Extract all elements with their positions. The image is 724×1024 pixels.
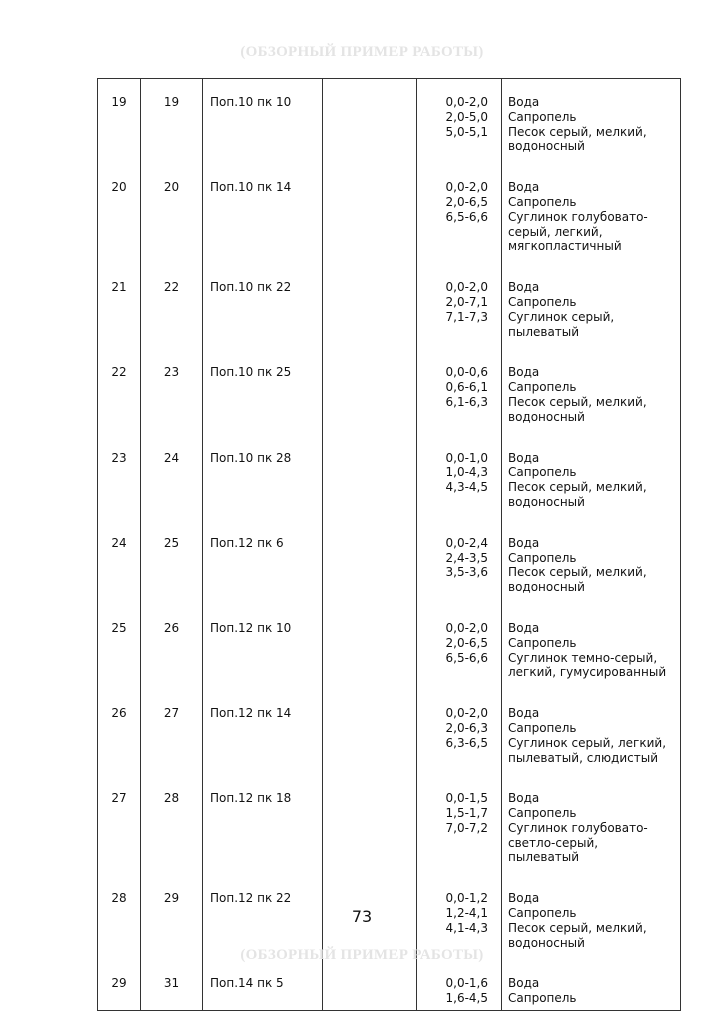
table-row — [98, 775, 681, 875]
page-number: 73 — [351, 907, 373, 926]
soil-description-cell: Вода Сапропель Песок серый, мелкий, водоносный — [502, 520, 681, 605]
soil-description-cell: Вода Сапропель Суглинок серый, легкий, пылеватый, слюдистый — [502, 690, 681, 775]
borehole-table — [97, 78, 681, 1011]
sample-number-cell: 19 — [141, 79, 203, 165]
sample-number-cell: 20 — [141, 164, 203, 264]
soil-description-cell: Вода Сапропель Суглинок серый, пылеватый — [502, 264, 681, 349]
point-cell: Поп.12 пк 6 — [203, 520, 323, 605]
empty-cell — [323, 520, 417, 605]
soil-description-cell: Вода Сапропель — [502, 960, 681, 1010]
soil-description-cell: Вода Сапропель Песок серый, мелкий, водоносный — [502, 349, 681, 434]
watermark-bottom: (ОБЗОРНЫЙ ПРИМЕР РАБОТЫ) — [240, 947, 484, 963]
depth-interval-cell: 0,0-1,2 1,2-4,1 4,1-4,3 — [417, 875, 502, 960]
table-row — [98, 264, 681, 349]
table-row — [98, 605, 681, 690]
row-number-cell: 25 — [98, 605, 141, 690]
row-number-cell: 28 — [98, 875, 141, 960]
sample-number-cell: 28 — [141, 775, 203, 875]
soil-description-cell: Вода Сапропель Песок серый, мелкий, водоносный — [502, 875, 681, 960]
row-number-cell: 20 — [98, 164, 141, 264]
point-cell: Поп.14 пк 5 — [203, 960, 323, 1010]
depth-interval-cell: 0,0-2,0 2,0-6,3 6,3-6,5 — [417, 690, 502, 775]
soil-description-cell: Вода Сапропель Суглинок темно-серый, легкий, гумусированный — [502, 605, 681, 690]
sample-number-cell: 22 — [141, 264, 203, 349]
depth-interval-cell: 0,0-2,0 2,0-6,5 6,5-6,6 — [417, 164, 502, 264]
sample-number-cell: 26 — [141, 605, 203, 690]
row-number-cell: 26 — [98, 690, 141, 775]
point-cell: Поп.10 пк 25 — [203, 349, 323, 434]
depth-interval-cell: 0,0-2,0 2,0-5,0 5,0-5,1 — [417, 79, 502, 165]
table-row — [98, 435, 681, 520]
sample-number-cell: 31 — [141, 960, 203, 1010]
row-number-cell: 23 — [98, 435, 141, 520]
depth-interval-cell: 0,0-1,0 1,0-4,3 4,3-4,5 — [417, 435, 502, 520]
sample-number-cell: 25 — [141, 520, 203, 605]
soil-description-cell: Вода Сапропель Суглинок голубовато- серый, легкий, мягкопластичный — [502, 164, 681, 264]
depth-interval-cell: 0,0-1,6 1,6-4,5 — [417, 960, 502, 1010]
point-cell: Поп.10 пк 22 — [203, 264, 323, 349]
depth-interval-cell: 0,0-2,0 2,0-7,1 7,1-7,3 — [417, 264, 502, 349]
empty-cell — [323, 349, 417, 434]
row-number-cell: 21 — [98, 264, 141, 349]
row-number-cell: 19 — [98, 79, 141, 165]
table-row — [98, 960, 681, 1010]
point-cell: Поп.10 пк 14 — [203, 164, 323, 264]
point-cell: Поп.10 пк 28 — [203, 435, 323, 520]
sample-number-cell: 29 — [141, 875, 203, 960]
table-row — [98, 164, 681, 264]
point-cell: Поп.12 пк 18 — [203, 775, 323, 875]
table-row — [98, 690, 681, 775]
empty-cell — [323, 164, 417, 264]
row-number-cell: 27 — [98, 775, 141, 875]
empty-cell — [323, 690, 417, 775]
sample-number-cell: 24 — [141, 435, 203, 520]
depth-interval-cell: 0,0-2,4 2,4-3,5 3,5-3,6 — [417, 520, 502, 605]
empty-cell — [323, 264, 417, 349]
sample-number-cell: 23 — [141, 349, 203, 434]
empty-cell — [323, 960, 417, 1010]
row-number-cell: 29 — [98, 960, 141, 1010]
soil-description-cell: Вода Сапропель Песок серый, мелкий, водоносный — [502, 435, 681, 520]
empty-cell — [323, 79, 417, 165]
row-number-cell: 22 — [98, 349, 141, 434]
point-cell: Поп.10 пк 10 — [203, 79, 323, 165]
watermark-top: (ОБЗОРНЫЙ ПРИМЕР РАБОТЫ) — [240, 44, 484, 60]
table-row — [98, 349, 681, 434]
table-row — [98, 520, 681, 605]
sample-number-cell: 27 — [141, 690, 203, 775]
soil-description-cell: Вода Сапропель Песок серый, мелкий, водоносный — [502, 79, 681, 165]
depth-interval-cell: 0,0-0,6 0,6-6,1 6,1-6,3 — [417, 349, 502, 434]
empty-cell — [323, 605, 417, 690]
row-number-cell: 24 — [98, 520, 141, 605]
empty-cell — [323, 435, 417, 520]
depth-interval-cell: 0,0-1,5 1,5-1,7 7,0-7,2 — [417, 775, 502, 875]
soil-description-cell: Вода Сапропель Суглинок голубовато- светло-серый, пылеватый — [502, 775, 681, 875]
point-cell: Поп.12 пк 22 — [203, 875, 323, 960]
empty-cell — [323, 775, 417, 875]
depth-interval-cell: 0,0-2,0 2,0-6,5 6,5-6,6 — [417, 605, 502, 690]
point-cell: Поп.12 пк 14 — [203, 690, 323, 775]
table-row — [98, 79, 681, 165]
point-cell: Поп.12 пк 10 — [203, 605, 323, 690]
